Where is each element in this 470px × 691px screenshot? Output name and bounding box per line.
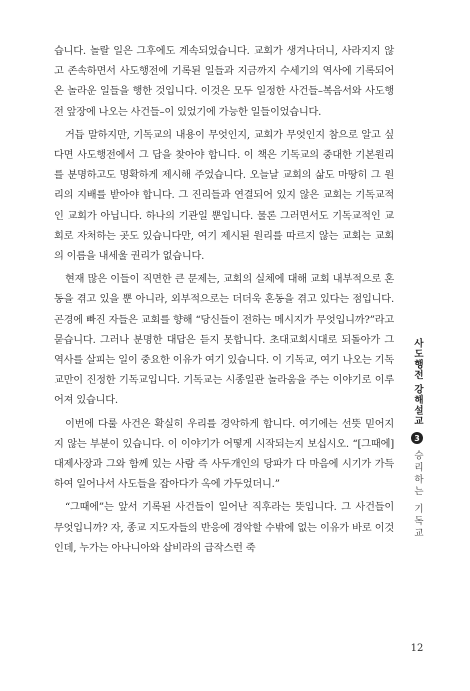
paragraph: 거듭 말하지만, 기독교의 내용이 무엇인지, 교회가 무엇인지 참으로 알고 싶다면 사도행전에서 그 답을 찾아야 합니다. 이 책은 기독교의 중대한 기본원리를 분명하고도 명확하게 제시해 주었습니다. 오늘날 교회의 삶도 마땅히 그 원리의 지배를 받아야 합니다. 그 진리들과 연결되어 있지 않은 교회는 기독교적인 교회가 아닙니다. 하나의 기관일 뿐입니다. 물론 그러면서도 기독교적인 교회로 자처하는 곳도 있습니다만, 여기 제시된 원리를 따르지 않는 교회는 교회의 이름을 내세울 권리가 없습니다. bbox=[54, 129, 394, 263]
paragraph: “그때에”는 앞서 기록된 사건들이 일어난 직후라는 뜻입니다. 그 사건들이 무엇입니까? 자, 종교 지도자들의 반응에 경악할 수밖에 없는 이유가 바로 이것인데, 누가는 아나니아와 삽비라의 급작스런 죽 bbox=[54, 502, 394, 554]
running-header-sidebar bbox=[410, 338, 424, 540]
series-title: 사도행전 강해설교 bbox=[412, 338, 423, 427]
chapter-title: 승리하는 기독교 bbox=[412, 450, 423, 540]
volume-number-badge: 3 bbox=[411, 432, 423, 444]
paragraph: 현재 많은 이들이 직면한 큰 문제는, 교회의 실체에 대해 교회 내부적으로 혼동을 겪고 있을 뿐 아니라, 외부적으로는 더더욱 혼동을 겪고 있다는 점입니다. 곤경에 빠진 자들은 교회를 향해 “당신들이 전하는 메시지가 무엇입니까?”라고 묻습니다. 그러나 분명한 대답은 듣지 못합니다. 초대교회시대로 되돌아가 그 역사를 살피는 일이 중요한 이유가 여기 있습니다. 이 기독교, 여기 나오는 기독교만이 진정한 기독교입니다. 기독교는 시종일관 놀라움을 주는 이야기로 이루어져 있습니다. bbox=[54, 274, 394, 407]
body-text bbox=[54, 42, 394, 562]
page-number: 12 bbox=[410, 643, 424, 654]
paragraph: 이번에 다룰 사건은 확실히 우리를 경악하게 합니다. 여기에는 선뜻 믿어지지 않는 부분이 있습니다. 이 이야기가 어떻게 시작되는지 보십시오. “[그때에] 대제사장과 그와 함께 있는 사람 즉 사두개인의 당파가 다 마음에 시기가 가득하여 일어나서 사도들을 잡아다가 옥에 가두었더니.” bbox=[54, 418, 394, 491]
paragraph: 습니다. 놀랄 일은 그후에도 계속되었습니다. 교회가 생겨나더니, 사라지지 않고 존속하면서 사도행전에 기록된 일들과 지금까지 수세기의 역사에 기록되어 온 놀라운 일들을 행한 것입니다. 이것은 모두 일정한 사건들–복음서와 사도행전 앞장에 나오는 사건들–이 있었기에 가능한 일들이었습니다. bbox=[54, 46, 394, 118]
